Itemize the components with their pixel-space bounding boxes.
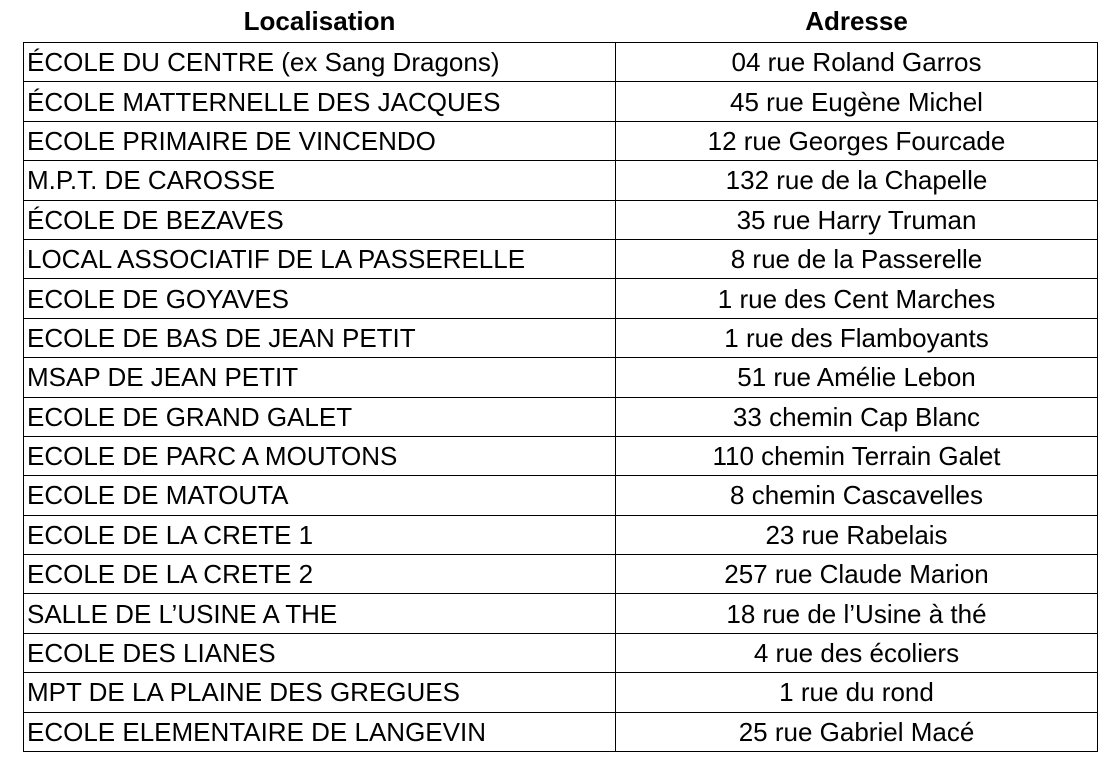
location-cell: ECOLE DE GRAND GALET [24, 397, 616, 436]
table-row [24, 318, 1098, 357]
location-cell: ECOLE DE MATOUTA [24, 476, 616, 515]
table-body [24, 43, 1098, 752]
location-cell: ECOLE DE BAS DE JEAN PETIT [24, 318, 616, 357]
table-row [24, 43, 1098, 82]
table-row [24, 121, 1098, 160]
table-row [24, 397, 1098, 436]
column-header-location: Localisation [243, 5, 396, 36]
address-cell: 110 chemin Terrain Galet [616, 436, 1098, 475]
address-cell: 25 rue Gabriel Macé [616, 712, 1098, 751]
location-cell: SALLE DE L’USINE A THE [24, 594, 616, 633]
table-row [24, 633, 1098, 672]
table-row [24, 200, 1098, 239]
address-cell: 132 rue de la Chapelle [616, 161, 1098, 200]
location-cell: M.P.T. DE CAROSSE [24, 161, 616, 200]
table-row [24, 161, 1098, 200]
location-table-container [23, 0, 1097, 752]
table-row [24, 476, 1098, 515]
table-row [24, 82, 1098, 121]
table-row [24, 594, 1098, 633]
table-row [24, 712, 1098, 751]
table-row [24, 515, 1098, 554]
address-cell: 23 rue Rabelais [616, 515, 1098, 554]
table-row [24, 673, 1098, 712]
location-cell: ÉCOLE DE BEZAVES [24, 200, 616, 239]
address-cell: 1 rue du rond [616, 673, 1098, 712]
location-cell: ECOLE DE LA CRETE 2 [24, 555, 616, 594]
location-cell: ECOLE PRIMAIRE DE VINCENDO [24, 121, 616, 160]
address-cell: 33 chemin Cap Blanc [616, 397, 1098, 436]
address-cell: 257 rue Claude Marion [616, 555, 1098, 594]
address-cell: 8 rue de la Passerelle [616, 239, 1098, 278]
location-cell: ECOLE DE PARC A MOUTONS [24, 436, 616, 475]
address-cell: 04 rue Roland Garros [616, 43, 1098, 82]
address-cell: 12 rue Georges Fourcade [616, 121, 1098, 160]
location-cell: ECOLE DE LA CRETE 1 [24, 515, 616, 554]
address-cell: 1 rue des Flamboyants [616, 318, 1098, 357]
table-row [24, 358, 1098, 397]
location-address-table [23, 0, 1098, 752]
address-cell: 45 rue Eugène Michel [616, 82, 1098, 121]
header-row [24, 0, 1098, 43]
address-cell: 35 rue Harry Truman [616, 200, 1098, 239]
table-row [24, 279, 1098, 318]
location-cell: ÉCOLE DU CENTRE (ex Sang Dragons) [24, 43, 616, 82]
address-cell: 4 rue des écoliers [616, 633, 1098, 672]
location-cell: MPT DE LA PLAINE DES GREGUES [24, 673, 616, 712]
location-cell: ECOLE DES LIANES [24, 633, 616, 672]
table-row [24, 555, 1098, 594]
table-row [24, 239, 1098, 278]
location-cell: LOCAL ASSOCIATIF DE LA PASSERELLE [24, 239, 616, 278]
column-header-address: Adresse [805, 5, 908, 36]
location-cell: MSAP DE JEAN PETIT [24, 358, 616, 397]
location-cell: ÉCOLE MATTERNELLE DES JACQUES [24, 82, 616, 121]
location-cell: ECOLE DE GOYAVES [24, 279, 616, 318]
address-cell: 1 rue des Cent Marches [616, 279, 1098, 318]
address-cell: 18 rue de l’Usine à thé [616, 594, 1098, 633]
location-cell: ECOLE ELEMENTAIRE DE LANGEVIN [24, 712, 616, 751]
address-cell: 8 chemin Cascavelles [616, 476, 1098, 515]
address-cell: 51 rue Amélie Lebon [616, 358, 1098, 397]
table-row [24, 436, 1098, 475]
table-header [24, 0, 1098, 43]
